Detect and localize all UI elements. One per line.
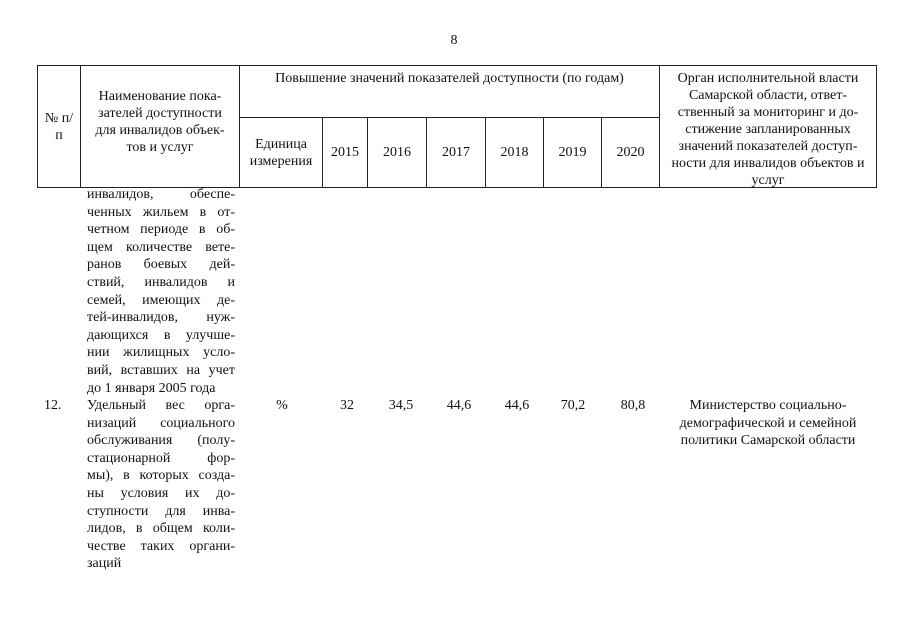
continuation-line: дающихся в улучше- bbox=[87, 327, 235, 343]
year-label: 2018 bbox=[500, 145, 529, 160]
row-value-2015: 32 bbox=[340, 398, 354, 413]
row-value-2019: 70,2 bbox=[560, 398, 586, 413]
continuation-line: щем количестве вете- bbox=[87, 239, 235, 255]
page-number: 8 bbox=[450, 33, 458, 48]
row-value-2017: 44,6 bbox=[446, 398, 472, 413]
continuation-line: тей-инвалидов, нуж- bbox=[87, 310, 235, 326]
indicator-line: заций bbox=[87, 556, 122, 572]
row-number: 12. bbox=[44, 398, 62, 413]
header-increase-label: Повышение значений показателей доступности (по годам) bbox=[275, 71, 624, 86]
continuation-line: ченных жильем в от- bbox=[87, 204, 235, 220]
row-indicator-text bbox=[87, 397, 235, 573]
header-indicator-cell bbox=[80, 65, 240, 188]
indicator-line: ны условия их до- bbox=[87, 485, 235, 501]
indicator-line: лидов, в общем коли- bbox=[87, 521, 235, 537]
row-unit: % bbox=[276, 398, 288, 413]
indicator-line: низаций социального bbox=[87, 415, 235, 431]
year-label: 2017 bbox=[442, 145, 470, 160]
header-year-2019 bbox=[543, 117, 602, 188]
previous-row-continuation bbox=[87, 186, 235, 397]
indicator-line: Удельный вес орга- bbox=[87, 398, 235, 413]
year-label: 2015 bbox=[331, 145, 359, 160]
indicator-line: стационарной фор- bbox=[87, 450, 235, 466]
indicator-line: обслуживания (полу- bbox=[87, 433, 235, 449]
header-num-label: № п/п bbox=[44, 110, 74, 143]
row-value-2016: 34,5 bbox=[388, 398, 414, 413]
row-value-2018: 44,6 bbox=[504, 398, 530, 413]
header-year-2016 bbox=[367, 117, 427, 188]
year-label: 2020 bbox=[616, 145, 645, 160]
header-year-2020 bbox=[601, 117, 660, 188]
continuation-line: до 1 января 2005 года bbox=[87, 380, 216, 396]
row-value-2020: 80,8 bbox=[620, 398, 646, 413]
continuation-line: четном периоде в об- bbox=[87, 222, 235, 238]
header-authority-label: Орган исполнительной власти Самарской области, ответ-ственный за мониторинг и до-стижение запланированных значений показателей доступ-ности для инвалидов объектов и услуг bbox=[671, 71, 865, 188]
continuation-line: семей, имеющих де- bbox=[87, 292, 235, 308]
header-unit-cell bbox=[239, 117, 323, 188]
header-year-2018 bbox=[485, 117, 544, 188]
year-label: 2019 bbox=[558, 145, 587, 160]
continuation-line: нии жилищных усло- bbox=[87, 345, 235, 361]
row-authority: Министерство социально-демографической и семейной политики Самарской области bbox=[679, 398, 857, 449]
continuation-line: ранов боевых дей- bbox=[87, 257, 235, 273]
header-year-2017 bbox=[426, 117, 486, 188]
continuation-line: ствий, инвалидов и bbox=[87, 274, 235, 290]
year-label: 2016 bbox=[383, 145, 411, 160]
header-num-cell bbox=[37, 65, 81, 188]
header-increase-cell bbox=[239, 65, 660, 118]
header-indicator-label: Наименование пока-зателей доступности для инвалидов объек-тов и услуг bbox=[95, 89, 225, 155]
continuation-line: инвалидов, обеспе- bbox=[87, 187, 235, 202]
indicator-line: ступности для инва- bbox=[87, 503, 235, 519]
indicator-line: мы), в которых созда- bbox=[87, 468, 235, 484]
header-authority-cell bbox=[659, 65, 877, 188]
header-year-2015 bbox=[322, 117, 368, 188]
header-unit-label: Единица измерения bbox=[249, 136, 313, 169]
indicator-line: честве таких органи- bbox=[87, 538, 235, 554]
continuation-line: вий, вставших на учет bbox=[87, 362, 235, 378]
